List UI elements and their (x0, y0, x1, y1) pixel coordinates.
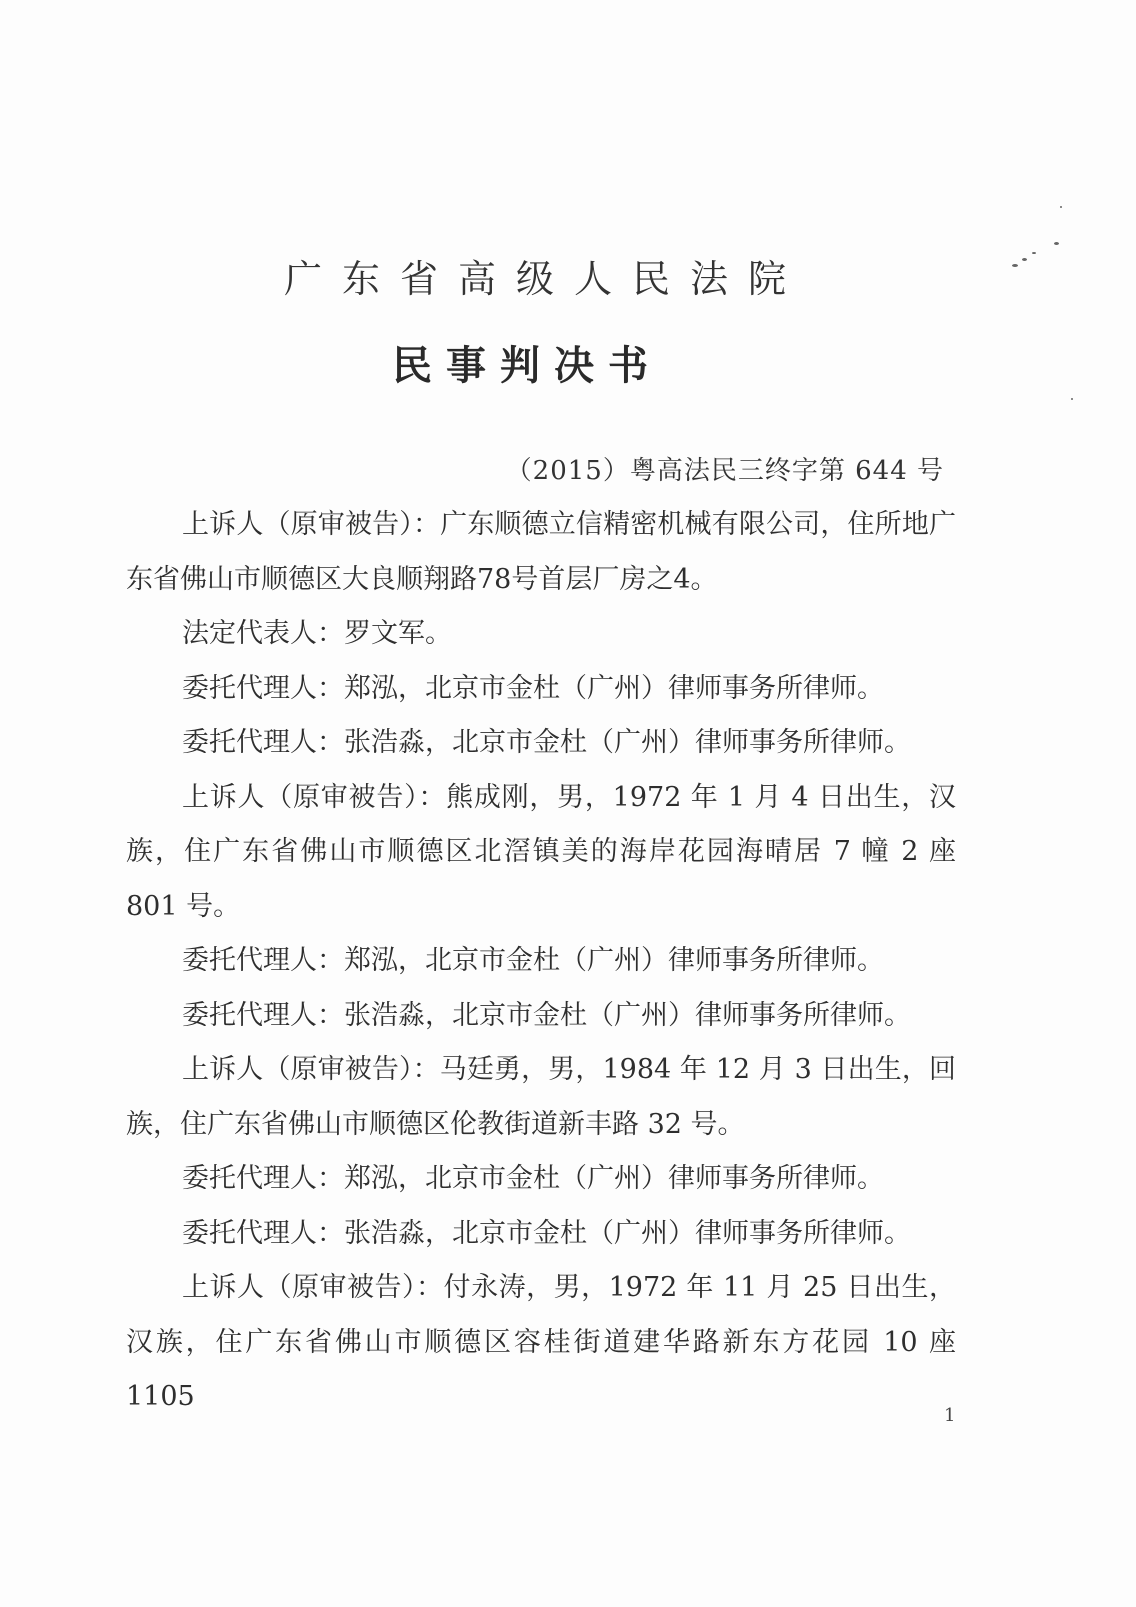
scan-speck (1022, 258, 1027, 261)
scan-speck (1071, 398, 1073, 400)
paragraph-legal-representative: 法定代表人：罗文军。 (182, 618, 452, 649)
paragraph-agent: 委托代理人：郑泓，北京市金杜（广州）律师事务所律师。 (182, 945, 884, 976)
scan-speck (1060, 206, 1062, 208)
paragraph-agent: 委托代理人：张浩淼，北京市金杜（广州）律师事务所律师。 (182, 1217, 911, 1249)
scan-speck (1054, 242, 1059, 245)
document-title: 民事判决书 (392, 342, 662, 389)
paragraph-agent: 委托代理人：张浩淼，北京市金杜（广州）律师事务所律师。 (182, 999, 911, 1031)
document-body (126, 498, 956, 1425)
scan-speck (1032, 252, 1036, 254)
scan-speck (1012, 264, 1018, 267)
paragraph-appellant-person: 上诉人（原审被告）：熊成刚，男，1972 年 1 月 4 日出生，汉族，住广东省佛山市顺德区北滘镇美的海岸花园海晴居 7 幢 2 座 801 号。 (126, 781, 956, 922)
paragraph-appellant-person: 上诉人（原审被告）：付永涛，男，1972 年 11 月 25 日出生，汉族，住广东省佛山市顺德区容桂街道建华路新东方花园 10 座 1105 (126, 1272, 956, 1412)
paragraph-appellant-person: 上诉人（原审被告）：马廷勇，男，1984 年 12 月 3 日出生，回族，住广东省佛山市顺德区伦教街道新丰路 32 号。 (126, 1054, 956, 1140)
paragraph-agent: 委托代理人：张浩淼，北京市金杜（广州）律师事务所律师。 (182, 727, 911, 758)
paragraph-agent: 委托代理人：郑泓，北京市金杜（广州）律师事务所律师。 (182, 1163, 884, 1194)
paragraph-appellant-company: 上诉人（原审被告）：广东顺德立信精密机械有限公司，住所地广东省佛山市顺德区大良顺翔路78号首层厂房之4。 (126, 509, 956, 595)
page-number: 1 (944, 1405, 956, 1426)
court-name: 广东省高级人民法院 (283, 257, 806, 301)
case-number: （2015）粤高法民三终字第 644 号 (505, 456, 944, 486)
paragraph-agent: 委托代理人：郑泓，北京市金杜（广州）律师事务所律师。 (182, 672, 884, 704)
